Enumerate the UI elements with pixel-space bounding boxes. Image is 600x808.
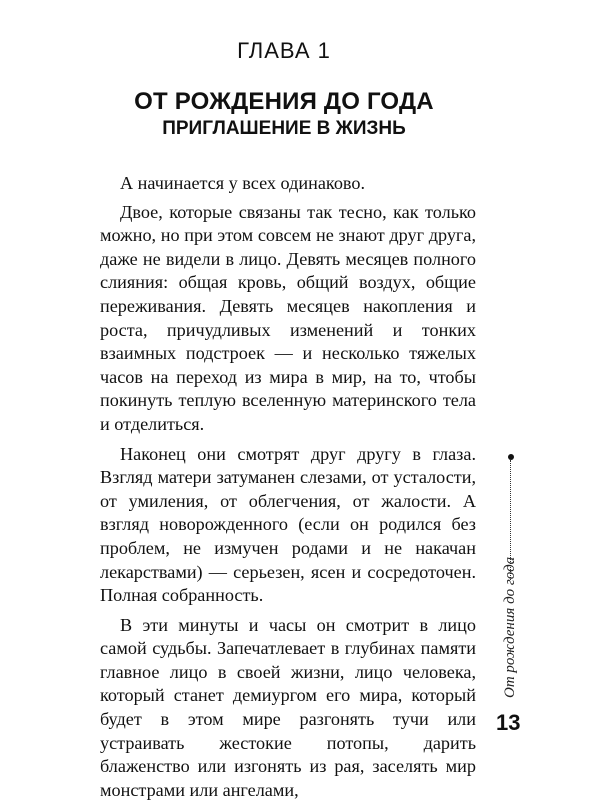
running-head [478, 448, 538, 698]
chapter-label: ГЛАВА 1 [237, 38, 331, 63]
chapter-title: ОТ РОЖДЕНИЯ ДО ГОДА [134, 88, 434, 115]
chapter-subtitle: ПРИГЛАШЕНИЕ В ЖИЗНЬ [162, 118, 406, 139]
page-number: 13 [496, 710, 521, 735]
paragraph-3: Наконец они смотрят друг другу в глаза. Взгляд матери затуманен слезами, от усталости, от умиления, от облегчения, от жалости. А взгляд новорожденного (если он родился без проблем, не измучен родами и не накачан лекарствами) — серьезен, ясен и сосредоточен. Полная собранность. [100, 443, 476, 606]
body-text [100, 172, 476, 808]
paragraph-1: А начинается у всех одинаково. [120, 173, 366, 193]
running-head-text: От рождения до года [502, 556, 518, 698]
running-head-dot [508, 454, 514, 460]
paragraph-4: В эти минуты и часы он смотрит в лицо самой судьбы. Запечатлевает в глубинах памяти главное лицо в своей жизни, лицо человека, который станет демиургом его мира, который будет в этом мире разгонять тучи или устраивать жестокие потопы, дарить блаженство или изгонять из рая, заселять мир монстрами или ангелами, [100, 614, 476, 800]
paragraph-2: Двое, которые связаны так тесно, как только можно, но при этом совсем не знают друг друга, даже не видели в лицо. Девять месяцев полного слияния: общая кровь, общий воздух, общие переживания. Девять месяцев накопления и роста, причудливых изменений и тонких взаимных подстроек — и несколько тяжелых часов на переход из мира в мир, на то, чтобы покинуть теплую вселенную материнского тела и отделиться. [100, 201, 476, 434]
